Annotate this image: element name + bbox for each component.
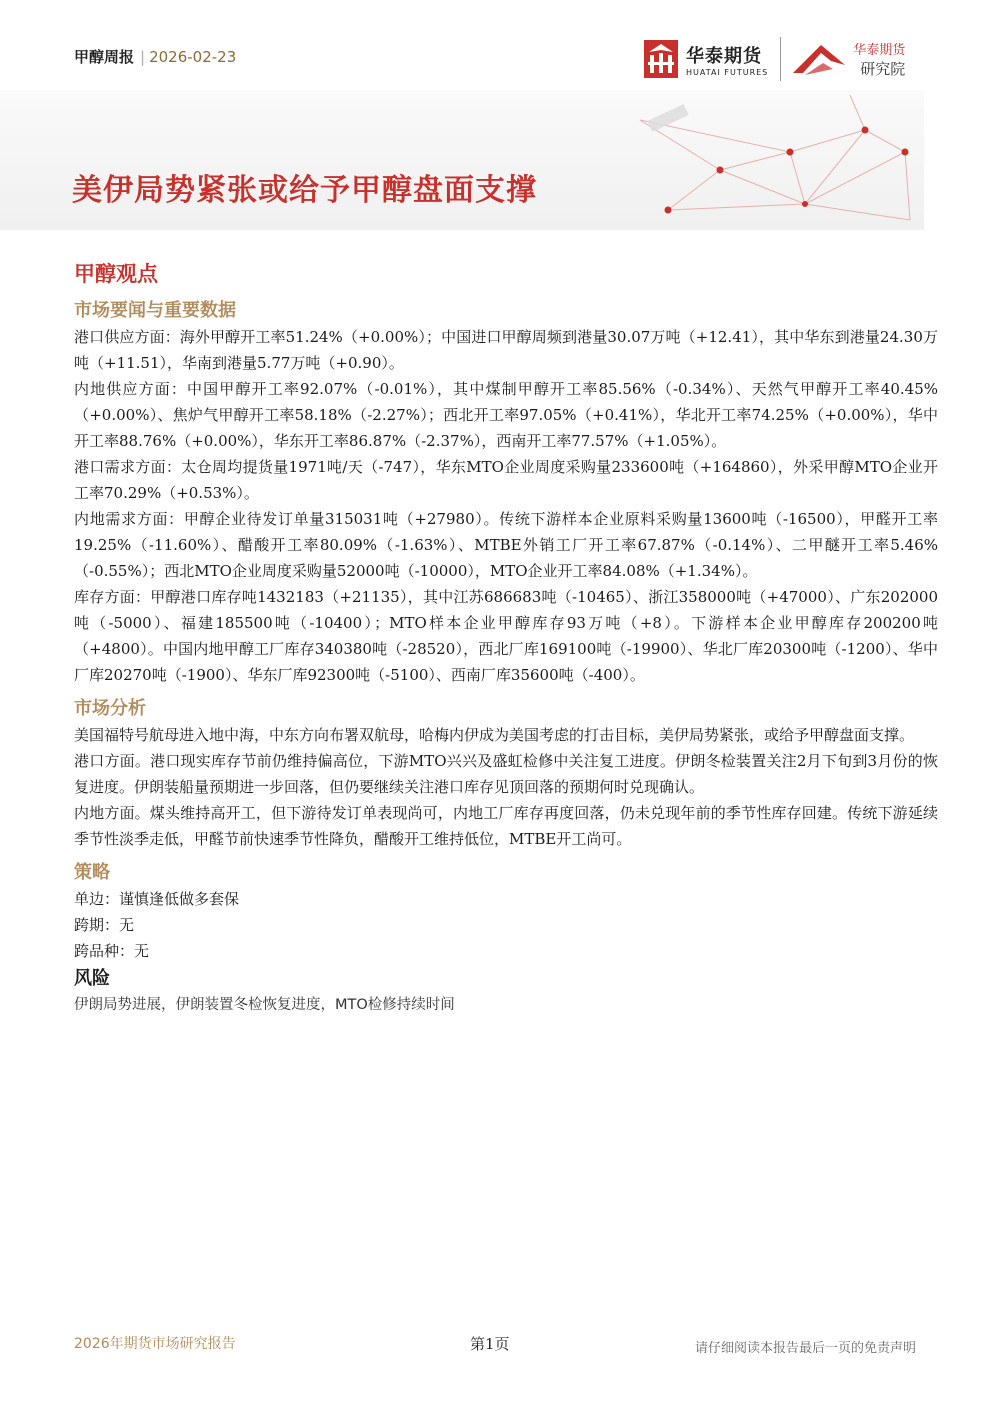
company-logo [644,37,905,81]
market-news-heading: 市场要闻与重要数据 [74,300,236,321]
analysis-paragraph: 美国福特号航母进入地中海，中东方向布署双航母，哈梅内伊成为美国考虑的打击目标，美伊局势紧张，或给予甲醇盘面支撑。 [74,726,915,744]
analysis-paragraph: 港口方面。港口现实库存节前仍维持偏高位，下游MTO兴兴及盛虹检修中关注复工进度。伊朗冬检装置关注2月下旬到3月份的恢复进度。伊朗装船量预期进一步回落，但仍要继续关注港口库存见顶回落的预期何时兑现确认。 [74,752,938,796]
logo-text-en: HUATAI FUTURES [686,67,769,77]
report-date: 2026-02-23 [149,48,237,66]
report-type: 甲醇周报 [74,48,135,66]
institute-line1: 华泰期货 [853,43,906,58]
market-analysis-heading: 市场分析 [74,698,146,719]
footer-disclaimer: 请仔细阅读本报告最后一页的免责声明 [694,1341,916,1356]
risk-text: 伊朗局势进展，伊朗装置冬检恢复进度，MTO检修持续时间 [74,997,455,1013]
title-banner [0,90,924,230]
news-paragraph: 内地需求方面：甲醇企业待发订单量315031吨（+27980）。传统下游样本企业原料采购量13600吨（-16500），甲醛开工率19.25%（-11.60%）、醋酸开工率80.09%（-1.63%）、MTBE外销工厂开工率67.87%（-0.14%）、二甲醚开工率5.46%（-0.55%）；西北MTO企业周度采购量52000吨（-10000），MTO企业开工率84.08%（+1.34%）。 [74,510,938,580]
network-decoration-icon [0,90,924,230]
logo-divider [780,37,781,81]
footer-report-name: 2026年期货市场研究报告 [74,1336,236,1352]
main-content [74,258,938,1018]
news-paragraph: 内地供应方面：中国甲醇开工率92.07%（-0.01%），其中煤制甲醇开工率85.56%（-0.34%）、天然气甲醇开工率40.45%（+0.00%）、焦炉气甲醇开工率58.18%（-2.27%）；西北开工率97.05%（+0.41%），华北开工率74.25%（+0.00%），华中开工率88.76%（+0.00%），华东开工率86.87%（-2.37%），西南开工率77.57%（+1.05%）。 [74,380,938,450]
report-header [74,46,236,67]
institute-logo-icon [791,39,847,79]
logo-text-cn: 华泰期货 [686,45,762,67]
risk-heading: 风险 [74,968,110,989]
analysis-paragraph: 内地方面。煤头维持高开工，但下游待发订单表现尚可，内地工厂库存再度回落，仍未兑现年前的季节性库存回建。传统下游延续季节性淡季走低，甲醛节前快速季节性降负，醋酸开工维持低位，MTBE开工尚可。 [74,804,938,848]
report-title: 美伊局势紧张或给予甲醇盘面支撑 [72,173,537,208]
news-paragraph: 港口需求方面：太仓周均提货量1971吨/天（-747），华东MTO企业周度采购量233600吨（+164860），外采甲醇MTO企业开工率70.29%（+0.53%）。 [74,458,938,502]
strategy-heading: 策略 [74,862,110,883]
strategy-single: 单边：谨慎逢低做多套保 [74,890,240,908]
strategy-cross: 跨品种：无 [74,942,150,960]
strategy-spread: 跨期：无 [74,916,135,934]
news-paragraph: 港口供应方面：海外甲醇开工率51.24%（+0.00%）；中国进口甲醇周频到港量30.07万吨（+12.41），其中华东到港量24.30万吨（+11.51），华南到港量5.77万吨（+0.90）。 [74,328,938,372]
institute-line2: 研究院 [860,60,906,78]
page-number: 第1页 [470,1335,510,1353]
huatai-logo-icon [644,40,678,78]
section-title: 甲醇观点 [74,262,158,286]
header-separator: | [140,48,146,66]
news-paragraph: 库存方面：甲醇港口库存吨1432183（+21135），其中江苏686683吨（-10465）、浙江358000吨（+47000）、广东202000吨（-5000）、福建185500吨（-10400）；MTO样本企业甲醇库存93万吨（+8）。下游样本企业甲醇库存200200吨（+4800）。中国内地甲醇工厂库存340380吨（-28520），西北厂库169100吨（-19900）、华北厂库20300吨（-1200）、华中厂库20270吨（-1900）、华东厂库92300吨（-5100）、西南厂库35600吨（-400）。 [74,588,938,684]
